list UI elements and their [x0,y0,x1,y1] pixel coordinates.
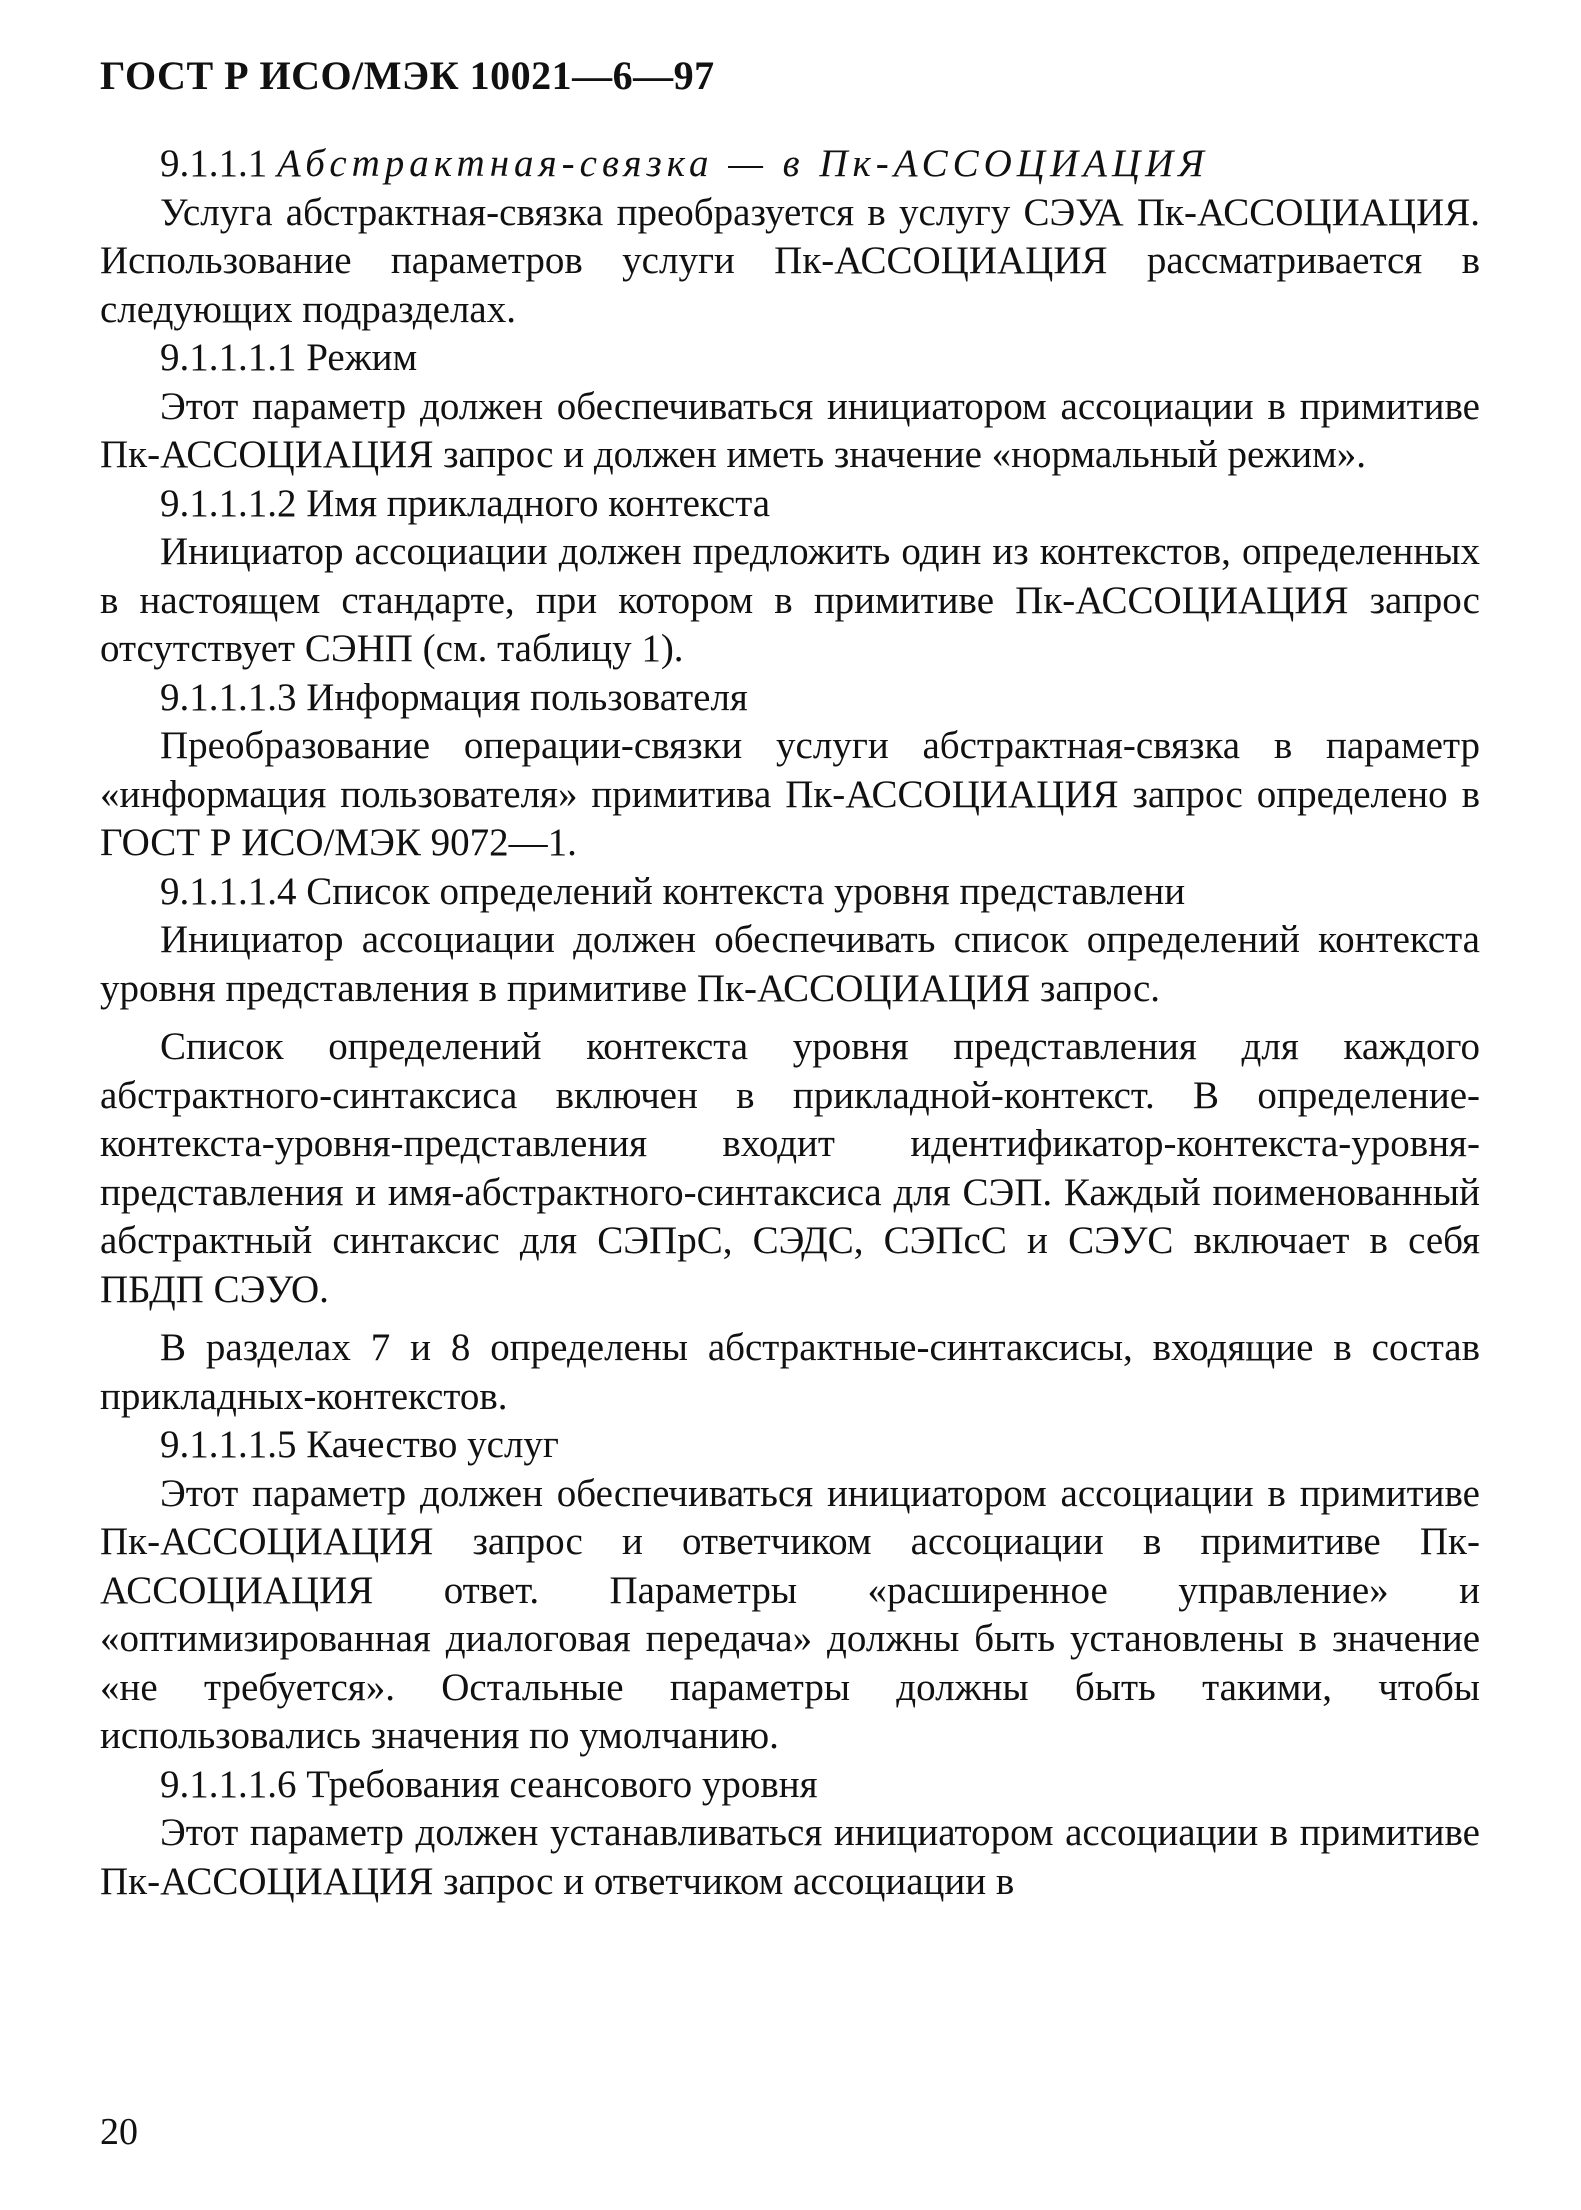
section-title: Абстрактная-связка — в Пк-АССОЦИАЦИЯ [277,142,1209,185]
subsection-body-context-list-1: Инициатор ассоциации должен обеспечивать список определений контекста уровня представления в примитиве Пк-АССОЦИАЦИЯ запрос. [100,918,1480,1010]
subsection-body-mode: Этот параметр должен обеспечиваться инициатором ассоциации в примитиве Пк-АССОЦИАЦИЯ запрос и должен иметь значение «нормальный режим». [100,384,1480,476]
subsection-heading-context-list: 9.1.1.1.4 Список определений контекста уровня представлени [160,869,1186,913]
subsection-heading-user-info: 9.1.1.1.3 Информация пользователя [160,675,748,719]
section-number: 9.1.1.1 [160,142,268,185]
subsection-body-quality: Этот параметр должен обеспечиваться инициатором ассоциации в примитиве Пк-АССОЦИАЦИЯ запрос и ответчиком ассоциации в примитиве Пк-АССОЦИАЦИЯ ответ. Параметры «расширенное управление» и «оптимизированная диалоговая передача» должны быть установлены в значение «не требуется». Остальные параметры должны быть такими, чтобы использовались значения по умолчанию. [100,1471,1480,1757]
subsection-body-context-list-2: Список определений контекста уровня представления для каждого абстрактного-синтаксиса включен в прикладной-контекст. В определение-контекста-уровня-представления входит идентификатор-контекста-уровня-представления и имя-абстрактного-синтаксиса для СЭП. Каждый поименованный абстрактный синтаксис для СЭПрС, СЭДС, СЭПсС и СЭУС включает в себя ПБДП СЭУО. [100,1025,1480,1311]
subsection-heading-session: 9.1.1.1.6 Требования сеансового уровня [160,1762,818,1806]
section-heading [100,140,1480,189]
document-header: ГОСТ Р ИСО/МЭК 10021—6—97 [100,53,715,98]
subsection-heading-quality: 9.1.1.1.5 Качество услуг [160,1423,559,1466]
page-number: 20 [100,2111,138,2153]
document-body [100,140,1480,1906]
subsection-heading-context-name: 9.1.1.1.2 Имя прикладного контекста [160,481,771,525]
subsection-body-session: Этот параметр должен устанавливаться инициатором ассоциации в примитиве Пк-АССОЦИАЦИЯ запрос и ответчиком ассоциации в [100,1811,1480,1903]
subsection-body-context-list-3: В разделах 7 и 8 определены абстрактные-синтаксисы, входящие в состав прикладных-контекстов. [100,1326,1480,1418]
subsection-heading-mode: 9.1.1.1.1 Режим [160,336,418,379]
section-intro: Услуга абстрактная-связка преобразуется в услугу СЭУА Пк-АССОЦИАЦИЯ. Использование параметров услуги Пк-АССОЦИАЦИЯ рассматривается в следующих подразделах. [100,190,1480,331]
subsection-body-user-info: Преобразование операции-связки услуги абстрактная-связка в параметр «информация пользователя» примитива Пк-АССОЦИАЦИЯ запрос определено в ГОСТ Р ИСО/МЭК 9072—1. [100,724,1480,864]
subsection-body-context-name: Инициатор ассоциации должен предложить один из контекстов, определенных в настоящем стандарте, при котором в примитиве Пк-АССОЦИАЦИЯ запрос отсутствует СЭНП (см. таблицу 1). [100,530,1480,670]
